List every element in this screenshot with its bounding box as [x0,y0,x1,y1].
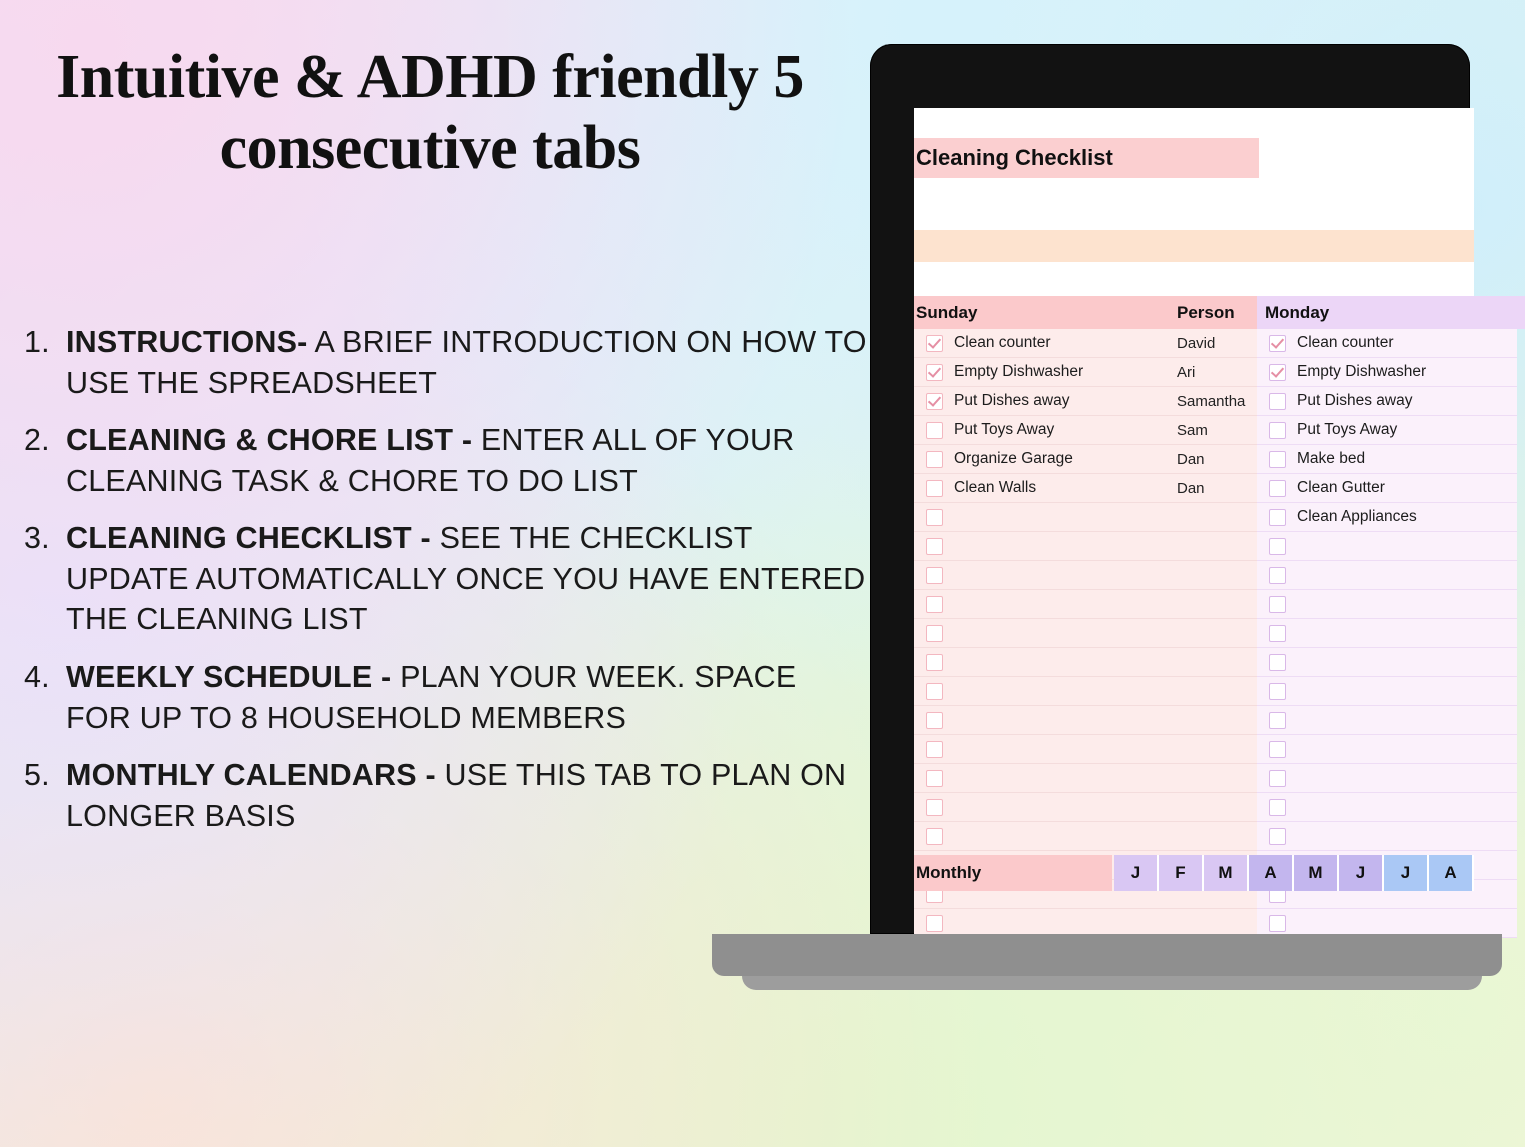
task-label: Put Dishes away [1297,392,1413,409]
checkbox-cell[interactable] [914,538,954,555]
list-item-number: 3. [24,521,50,556]
header-monday: Monday [1257,296,1525,329]
person-cell[interactable]: Sam [1169,416,1257,445]
list-item-number: 1. [24,325,50,359]
list-item-number: 5. [24,758,50,793]
column-monday [1257,329,1517,938]
person-cell[interactable] [1169,648,1257,677]
task-checkbox[interactable] [926,509,943,526]
table-row[interactable] [1257,532,1517,561]
checkbox-cell[interactable] [1257,567,1297,584]
person-cell[interactable] [1169,561,1257,590]
task-label: Put Toys Away [954,421,1055,438]
table-row[interactable] [1257,503,1517,532]
task-checkbox[interactable] [1269,422,1286,439]
task-checkbox[interactable] [926,393,943,410]
month-tab[interactable]: A [1429,855,1474,891]
person-cell[interactable] [1169,764,1257,793]
person-cell[interactable] [1169,619,1257,648]
table-row[interactable] [914,503,1169,532]
checkbox-cell[interactable] [1257,625,1297,642]
task-label: Empty Dishwasher [954,363,1084,380]
table-row[interactable] [914,735,1169,764]
monthly-footer[interactable] [914,855,1474,891]
task-checkbox[interactable] [926,828,943,845]
task-checkbox[interactable] [1269,654,1286,671]
table-row[interactable] [1257,793,1517,822]
task-checkbox[interactable] [1269,625,1286,642]
task-checkbox[interactable] [926,596,943,613]
list-item-rest: A BRIEF INTRODUCTION ON HOW TO USE THE SPREADSHEET [66,325,867,400]
checkbox-cell[interactable] [914,393,954,410]
checkbox-cell[interactable] [1257,538,1297,555]
laptop-lid [870,44,1470,934]
task-label: Organize Garage [954,450,1073,467]
person-cell[interactable] [1169,503,1257,532]
task-label: Put Toys Away [1297,421,1398,438]
list-item-text [66,518,868,640]
person-cell[interactable] [1169,735,1257,764]
list-item [18,755,868,836]
checkbox-cell[interactable] [914,712,954,729]
checkbox-cell[interactable] [1257,828,1297,845]
task-checkbox[interactable] [926,770,943,787]
table-row[interactable] [1257,619,1517,648]
table-row[interactable] [914,822,1169,851]
person-cell[interactable] [1169,822,1257,851]
header-person: Person [1169,296,1265,329]
task-checkbox[interactable] [1269,364,1286,381]
task-label: Clean counter [1297,334,1394,351]
list-item-text [66,755,868,836]
checkbox-cell[interactable] [914,828,954,845]
table-row[interactable] [1257,358,1517,387]
person-cell[interactable]: Dan [1169,474,1257,503]
table-row[interactable] [914,793,1169,822]
checkbox-cell[interactable] [1257,364,1297,381]
list-item-rest: ENTER ALL OF YOUR CLEANING TASK & CHORE TO DO LIST [66,423,795,498]
person-cell[interactable]: Dan [1169,445,1257,474]
list-item-number: 4. [24,659,50,694]
task-checkbox[interactable] [1269,683,1286,700]
task-checkbox[interactable] [926,567,943,584]
task-checkbox[interactable] [1269,567,1286,584]
list-item-bold: CLEANING & CHORE LIST - [66,423,473,458]
checkbox-cell[interactable] [1257,335,1297,352]
checkbox-cell[interactable] [1257,741,1297,758]
laptop-base-foot [742,976,1482,990]
checkbox-cell[interactable] [914,625,954,642]
task-checkbox[interactable] [1269,770,1286,787]
table-row[interactable] [1257,416,1517,445]
task-checkbox[interactable] [926,683,943,700]
list-item-rest: SEE THE CHECKLIST UPDATE AUTOMATICALLY ONCE YOU HAVE ENTERED THE CLEANING LIST [66,521,866,637]
task-checkbox[interactable] [926,422,943,439]
task-label: Clean Gutter [1297,479,1385,496]
task-checkbox[interactable] [1269,509,1286,526]
task-checkbox[interactable] [1269,712,1286,729]
checkbox-cell[interactable] [1257,654,1297,671]
checkbox-cell[interactable] [914,741,954,758]
task-label: Empty Dishwasher [1297,363,1427,380]
table-row[interactable] [1257,706,1517,735]
checkbox-cell[interactable] [1257,799,1297,816]
month-tab[interactable]: F [1159,855,1204,891]
task-checkbox[interactable] [926,364,943,381]
column-headers [914,296,1474,329]
table-row[interactable] [914,416,1169,445]
task-checkbox[interactable] [1269,335,1286,352]
sheet-title-cell [914,138,1259,178]
task-label: Make bed [1297,450,1366,467]
checkbox-cell[interactable] [914,770,954,787]
table-row[interactable] [1257,474,1517,503]
header-sunday: Sunday [914,296,1171,329]
list-item-rest: PLAN YOUR WEEK. SPACE FOR UP TO 8 HOUSEHOLD MEMBERS [66,659,797,735]
list-item-text [66,322,868,403]
checkbox-cell[interactable] [914,480,954,497]
checkbox-cell[interactable] [914,683,954,700]
sheet-accent-band [914,230,1474,262]
list-item [18,322,868,403]
spreadsheet[interactable] [914,108,1474,913]
month-tab[interactable]: M [1294,855,1339,891]
table-row[interactable] [914,619,1169,648]
person-cell[interactable] [1169,706,1257,735]
checkbox-cell[interactable] [914,596,954,613]
person-cell[interactable]: Samantha [1169,387,1257,416]
task-checkbox[interactable] [1269,538,1286,555]
table-row[interactable] [914,329,1169,358]
person-cell[interactable]: Ari [1169,358,1257,387]
table-row[interactable] [1257,590,1517,619]
table-row[interactable] [1257,329,1517,358]
tabs-description-list [18,322,868,853]
task-label: Clean Walls [954,479,1037,496]
table-row[interactable] [1257,822,1517,851]
laptop-mockup [860,44,1480,944]
person-cell[interactable]: David [1169,329,1257,358]
checkbox-cell[interactable] [914,335,954,352]
table-row[interactable] [1257,677,1517,706]
checkbox-cell[interactable] [1257,770,1297,787]
checkbox-cell[interactable] [1257,480,1297,497]
task-checkbox[interactable] [926,654,943,671]
checkbox-cell[interactable] [914,509,954,526]
table-row[interactable] [914,590,1169,619]
month-tab[interactable]: M [1204,855,1249,891]
task-label: Clean counter [954,334,1051,351]
sheet-title: Cleaning Checklist [916,145,1113,170]
checkbox-cell[interactable] [1257,451,1297,468]
checkbox-cell[interactable] [914,654,954,671]
table-row[interactable] [914,387,1169,416]
month-tab[interactable]: J [1339,855,1384,891]
task-checkbox[interactable] [926,451,943,468]
task-checkbox[interactable] [926,915,943,932]
task-checkbox[interactable] [1269,741,1286,758]
table-row[interactable] [1257,735,1517,764]
task-checkbox[interactable] [926,712,943,729]
checkbox-cell[interactable] [1257,596,1297,613]
task-checkbox[interactable] [926,335,943,352]
checkbox-cell[interactable] [914,915,954,932]
table-row[interactable] [914,561,1169,590]
task-checkbox[interactable] [926,799,943,816]
task-checkbox[interactable] [1269,915,1286,932]
task-label: Clean Appliances [1297,508,1417,525]
table-row[interactable] [1257,387,1517,416]
laptop-screen [914,108,1474,913]
checkbox-cell[interactable] [914,799,954,816]
list-item-number: 2. [24,423,50,458]
table-row[interactable] [914,677,1169,706]
table-row[interactable] [914,474,1169,503]
person-cell[interactable] [1169,677,1257,706]
table-row[interactable] [914,706,1169,735]
month-tab[interactable]: A [1249,855,1294,891]
monthly-label: Monthly [914,855,1112,891]
month-tabs[interactable] [1114,855,1474,891]
list-item-bold: INSTRUCTIONS- [66,325,308,359]
checkbox-cell[interactable] [914,567,954,584]
list-item-bold: CLEANING CHECKLIST - [66,521,431,556]
laptop-base [712,934,1502,976]
task-checkbox[interactable] [926,538,943,555]
page-title: Intuitive & ADHD friendly 5 consecutive tabs [56,43,804,182]
checkbox-cell[interactable] [914,364,954,381]
task-checkbox[interactable] [1269,828,1286,845]
table-row[interactable] [914,764,1169,793]
checkbox-cell[interactable] [1257,683,1297,700]
list-item [18,518,868,640]
person-cell[interactable] [1169,793,1257,822]
table-row[interactable] [914,648,1169,677]
table-row[interactable] [1257,445,1517,474]
task-checkbox[interactable] [1269,393,1286,410]
list-item-bold: WEEKLY SCHEDULE - [66,659,392,694]
list-item-text [66,657,868,738]
list-item-rest: USE THIS TAB TO PLAN ON LONGER BASIS [66,758,847,833]
table-row[interactable] [1257,648,1517,677]
checkbox-cell[interactable] [1257,915,1297,932]
month-tab[interactable]: J [1114,855,1159,891]
table-row[interactable] [1257,561,1517,590]
list-item [18,420,868,501]
list-item [18,657,868,738]
checkbox-cell[interactable] [1257,393,1297,410]
checkbox-cell[interactable] [1257,712,1297,729]
checkbox-cell[interactable] [1257,509,1297,526]
task-checkbox[interactable] [1269,451,1286,468]
person-cell[interactable] [1169,590,1257,619]
checkbox-cell[interactable] [914,422,954,439]
person-cell[interactable] [1169,532,1257,561]
table-row[interactable] [914,532,1169,561]
table-row[interactable] [914,445,1169,474]
task-checkbox[interactable] [1269,596,1286,613]
task-checkbox[interactable] [926,625,943,642]
task-checkbox[interactable] [1269,799,1286,816]
month-tab[interactable]: J [1384,855,1429,891]
task-checkbox[interactable] [926,480,943,497]
sheet-title-row [914,138,1474,178]
checkbox-cell[interactable] [1257,422,1297,439]
checkbox-cell[interactable] [914,451,954,468]
table-row[interactable] [914,358,1169,387]
task-label: Put Dishes away [954,392,1070,409]
list-item-bold: MONTHLY CALENDARS - [66,758,436,793]
task-checkbox[interactable] [1269,480,1286,497]
column-sunday [914,329,1169,938]
table-row[interactable] [1257,764,1517,793]
column-person [1169,329,1257,938]
list-item-text [66,420,868,501]
task-checkbox[interactable] [926,741,943,758]
